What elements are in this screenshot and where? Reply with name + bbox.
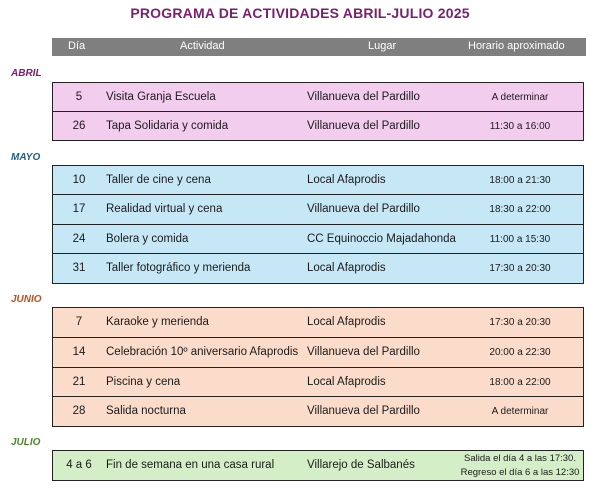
row-activity: Visita Granja Escuela [106, 91, 216, 103]
row-place: CC Equinoccio Majadahonda [307, 233, 456, 245]
row-activity: Realidad virtual y cena [106, 203, 223, 215]
row-time: 11:00 a 15:30 [489, 234, 551, 245]
row-place: Villanueva del Pardillo [307, 120, 420, 132]
row-time-return: Regreso el día 6 a las 12:30 [460, 467, 580, 478]
table-row [52, 367, 584, 397]
row-day: 4 a 6 [66, 459, 92, 471]
row-activity: Karaoke y merienda [106, 316, 209, 328]
row-day: 21 [72, 376, 86, 388]
month-label-abril: ABRIL [11, 68, 42, 79]
column-header-time: Horario aproximado [468, 40, 565, 52]
table-row [52, 111, 584, 141]
table-row [52, 396, 584, 427]
table-row [52, 165, 584, 195]
row-day: 26 [72, 120, 86, 132]
table-row [52, 194, 584, 225]
row-time: 18:00 a 21:30 [489, 175, 551, 186]
row-activity: Taller fotográfico y merienda [106, 262, 251, 274]
row-time: 11:30 a 16:00 [489, 121, 551, 132]
row-place: Villarejo de Salbanés [307, 459, 415, 471]
table-row [52, 450, 584, 481]
month-label-mayo: MAYO [11, 152, 41, 163]
row-place: Local Afaprodis [307, 262, 386, 274]
row-place: Local Afaprodis [307, 376, 386, 388]
row-time: A determinar [491, 92, 549, 103]
row-day: 28 [72, 405, 86, 417]
row-time: 17:30 a 20:30 [489, 317, 551, 328]
table-row [52, 253, 584, 284]
column-header-activity: Actividad [180, 40, 225, 52]
table-row [52, 82, 584, 112]
row-time: 20:00 a 22:30 [489, 347, 551, 358]
row-day: 14 [72, 346, 86, 358]
table-row [52, 224, 584, 254]
row-activity: Tapa Solidaria y comida [106, 120, 229, 132]
row-activity: Salida nocturna [106, 405, 186, 417]
row-day: 7 [75, 316, 83, 328]
table-row [52, 307, 584, 338]
row-place: Villanueva del Pardillo [307, 203, 420, 215]
row-time: 18:30 a 22:00 [489, 204, 551, 215]
table-header [52, 38, 586, 56]
row-activity: Bolera y comida [106, 233, 189, 245]
row-time-departure: Salida el día 4 a las 17:30. [464, 453, 576, 464]
row-place: Villanueva del Pardillo [307, 346, 420, 358]
column-header-day: Día [68, 40, 86, 52]
row-activity: Taller de cine y cena [106, 174, 211, 186]
row-time: 17:30 a 20:30 [489, 263, 551, 274]
row-time: 18:00 a 22:00 [489, 377, 551, 388]
column-header-place: Lugar [368, 40, 397, 52]
row-day: 17 [72, 203, 86, 215]
row-day: 10 [72, 174, 86, 186]
row-day: 31 [72, 262, 86, 274]
month-label-julio: JULIO [11, 437, 41, 448]
row-place: Villanueva del Pardillo [307, 405, 420, 417]
table-row [52, 337, 584, 368]
row-day: 5 [75, 91, 83, 103]
row-place: Villanueva del Pardillo [307, 91, 420, 103]
row-time: A determinar [491, 406, 549, 417]
row-place: Local Afaprodis [307, 316, 386, 328]
row-place: Local Afaprodis [307, 174, 386, 186]
page-title: PROGRAMA DE ACTIVIDADES ABRIL-JULIO 2025 [130, 5, 470, 21]
row-activity: Fin de semana en una casa rural [106, 459, 275, 471]
row-activity: Piscina y cena [106, 376, 181, 388]
month-label-junio: JUNIO [11, 294, 42, 305]
row-activity: Celebración 10º aniversario Afaprodis [106, 346, 299, 358]
row-day: 24 [72, 233, 86, 245]
